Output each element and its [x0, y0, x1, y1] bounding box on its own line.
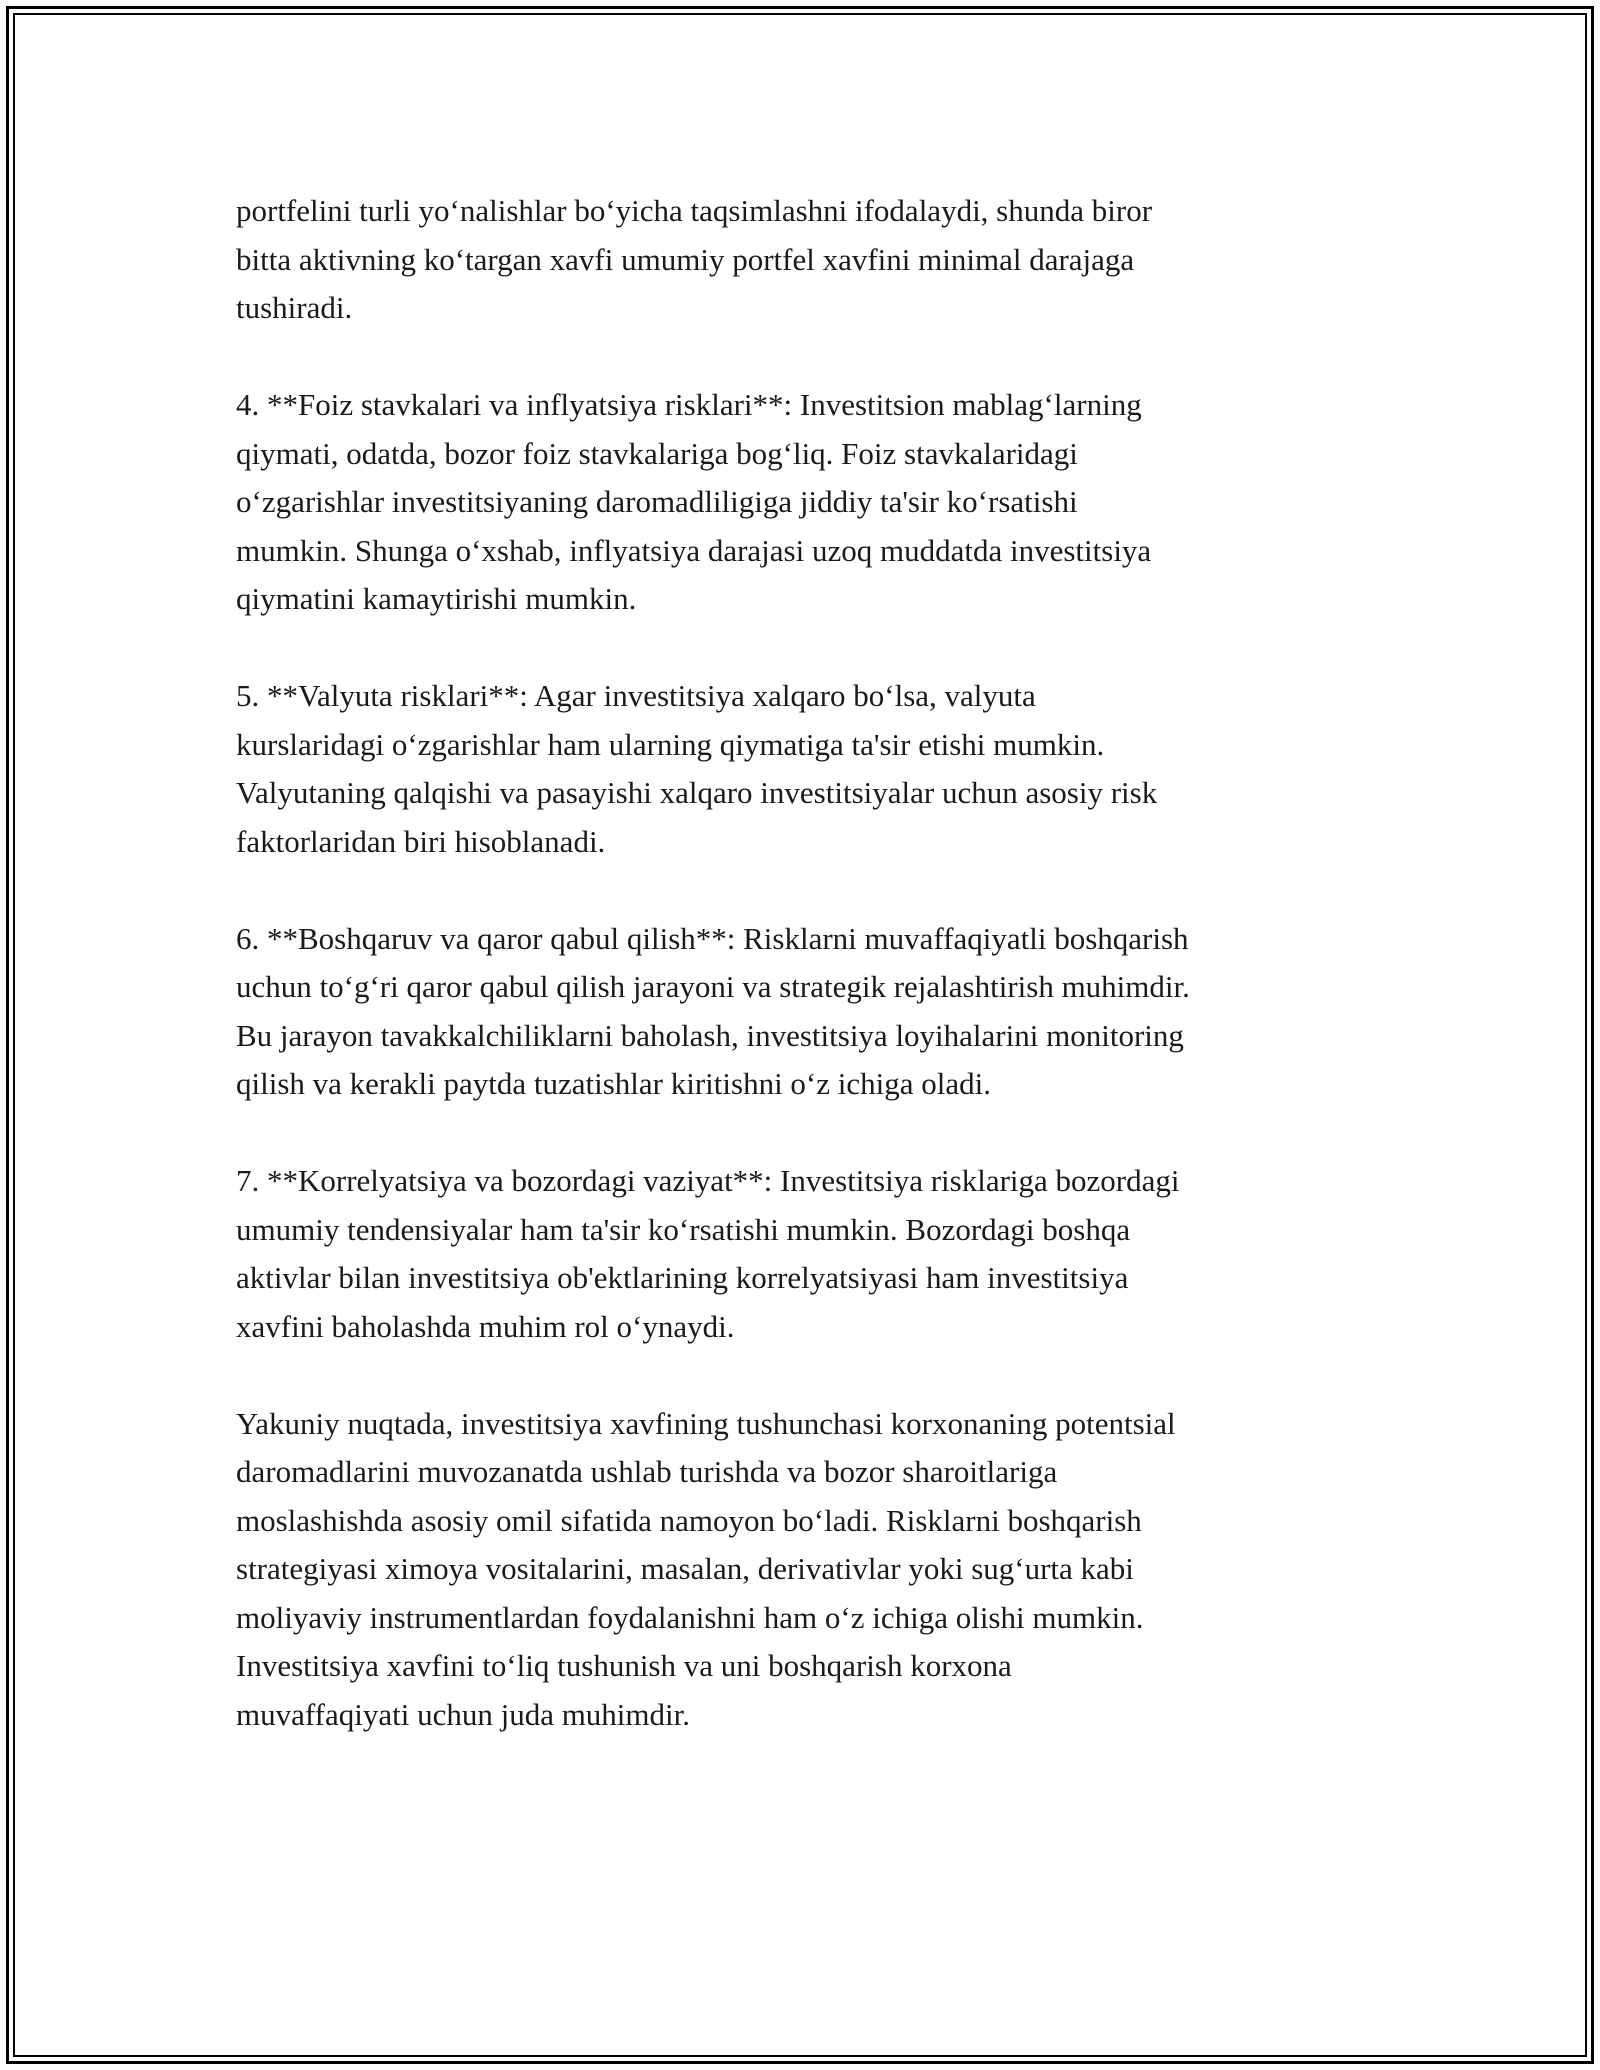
- paragraph-conclusion: [236, 1400, 1386, 1740]
- paragraph-interest-inflation-risks: [236, 381, 1386, 624]
- text-line: mumkin. Shunga o‘xshab, inflyatsiya darajasi uzoq muddatda investitsiya: [236, 532, 1152, 568]
- text-line: moslashishda asosiy omil sifatida namoyon bo‘ladi. Risklarni boshqarish: [236, 1502, 1142, 1538]
- text-line: moliyaviy instrumentlardan foydalanishni ham o‘z ichiga olishi mumkin.: [236, 1599, 1144, 1635]
- text-line: bitta aktivning ko‘targan xavfi umumiy portfel xavfini minimal darajaga: [236, 241, 1135, 277]
- text-line: strategiyasi ximoya vositalarini, masalan, derivativlar yoki sug‘urta kabi: [236, 1551, 1134, 1586]
- text-line: xavfini baholashda muhim rol o‘ynaydi.: [236, 1308, 735, 1344]
- paragraph-currency-risks: [236, 672, 1386, 866]
- text-line: tushiradi.: [236, 290, 353, 325]
- paragraph-diversification: [236, 187, 1386, 333]
- text-line: aktivlar bilan investitsiya ob'ektlarining korrelyatsiyasi ham investitsiya: [236, 1260, 1129, 1295]
- text-line: kurslaridagi o‘zgarishlar ham ularning qiymatiga ta'sir etishi mumkin.: [236, 726, 1105, 762]
- text-line: qilish va kerakli paytda tuzatishlar kiritishni o‘z ichiga oladi.: [236, 1066, 991, 1101]
- document-body: [236, 187, 1386, 1788]
- text-line: 7. **Korrelyatsiya va bozordagi vaziyat**: Investitsiya risklariga bozordagi: [236, 1163, 1180, 1198]
- text-line: Yakuniy nuqtada, investitsiya xavfining tushunchasi korxonaning potentsial: [236, 1405, 1176, 1441]
- text-line: faktorlaridan biri hisoblanadi.: [236, 823, 606, 859]
- text-line: portfelini turli yo‘nalishlar bo‘yicha taqsimlashni ifodalaydi, shunda biror: [236, 193, 1153, 228]
- text-line: muvaffaqiyati uchun juda muhimdir.: [236, 1696, 691, 1732]
- text-line: Investitsiya xavfini to‘liq tushunish va uni boshqarish korxona: [236, 1648, 1012, 1683]
- text-line: 5. **Valyuta risklari**: Agar investitsiya xalqaro bo‘lsa, valyuta: [236, 678, 1036, 713]
- text-line: qiymati, odatda, bozor foiz stavkalariga bog‘liq. Foiz stavkalaridagi: [236, 435, 1078, 471]
- text-line: umumiy tendensiyalar ham ta'sir ko‘rsatishi mumkin. Bozordagi boshqa: [236, 1211, 1131, 1247]
- text-line: daromadlarini muvozanatda ushlab turishda va bozor sharoitlariga: [236, 1454, 1058, 1489]
- text-line: o‘zgarishlar investitsiyaning daromadliligiga jiddiy ta'sir ko‘rsatishi: [236, 484, 1078, 519]
- paragraph-management-decisions: [236, 915, 1386, 1109]
- text-line: 6. **Boshqaruv va qaror qabul qilish**: Risklarni muvaffaqiyatli boshqarish: [236, 920, 1189, 956]
- text-line: 4. **Foiz stavkalari va inflyatsiya risklari**: Investitsion mablag‘larning: [236, 387, 1142, 422]
- text-line: Bu jarayon tavakkalchiliklarni baholash, investitsiya loyihalarini monitoring: [236, 1017, 1184, 1053]
- text-line: Valyutaning qalqishi va pasayishi xalqaro investitsiyalar uchun asosiy risk: [236, 775, 1158, 810]
- text-line: qiymatini kamaytirishi mumkin.: [236, 581, 637, 616]
- paragraph-correlation-market: [236, 1157, 1386, 1351]
- text-line: uchun to‘g‘ri qaror qabul qilish jarayoni va strategik rejalashtirish muhimdir.: [236, 969, 1190, 1004]
